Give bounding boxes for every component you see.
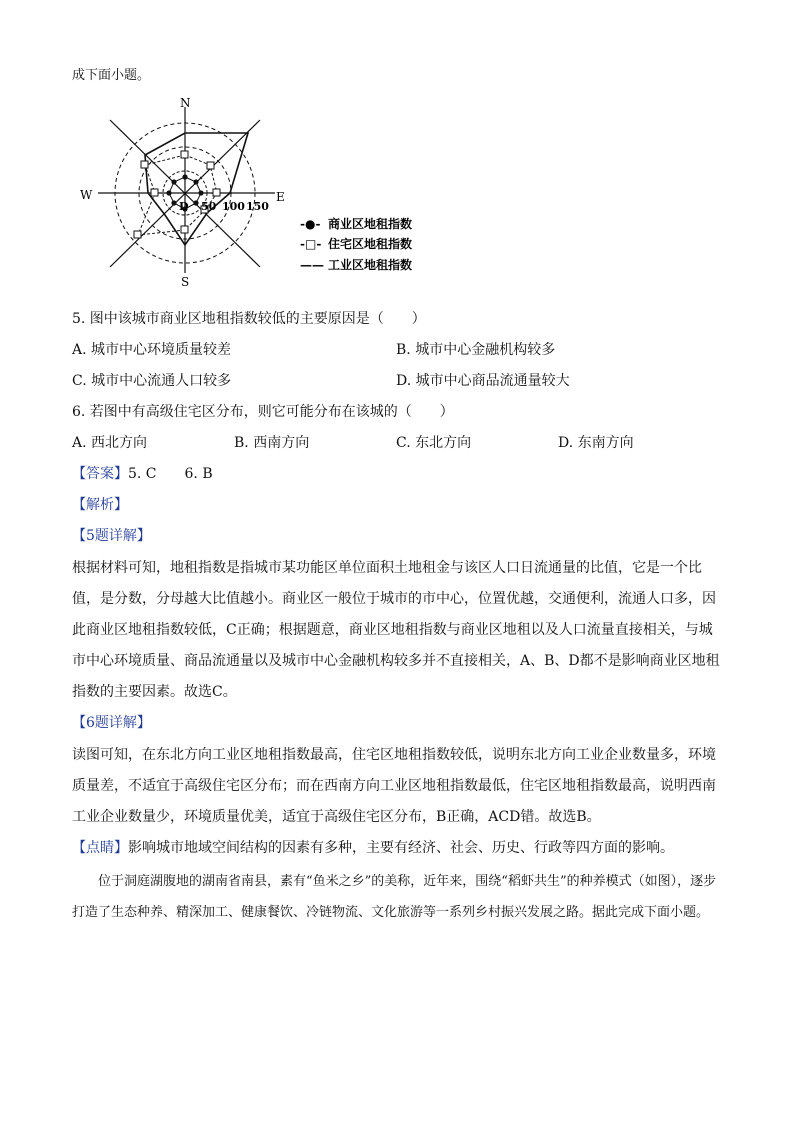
answer-text: 5. C 6. B	[128, 466, 213, 482]
res-point-s	[181, 226, 188, 233]
legend-marker-residential: -□-	[300, 237, 322, 251]
res-point-w	[151, 189, 158, 196]
q5-option-b: B. 城市中心金融机构较多	[396, 342, 556, 358]
q5-stem: 5. 图中该城市商业区地租指数较低的主要原因是（ ）	[72, 311, 426, 327]
q5-option-c: C. 城市中心流通人口较多	[72, 373, 232, 389]
next-intro: 位于洞庭湖腹地的湖南省南县，素有“鱼米之乡”的美称，近年来，围绕“稻虾共生”的种养模式（如图），逐步打造了生态种养、精深加工、健康餐饮、冷链物流、文化旅游等一系列乡村振兴发展之路。据此完成下面小题。	[72, 874, 717, 920]
label-north: N	[180, 96, 191, 110]
d5-tag: 【5题详解】	[72, 528, 151, 544]
com-point-nw	[171, 179, 176, 184]
label-east: E	[276, 190, 285, 204]
label-west: W	[80, 188, 93, 202]
legend-marker-industrial: ——	[300, 258, 324, 272]
res-point-e	[213, 189, 220, 196]
answer-tag: 【答案】	[72, 466, 128, 482]
legend-label-industrial: 工业区地租指数	[328, 258, 413, 272]
point-text: 影响城市地域空间结构的因素有多种，主要有经济、社会、历史、行政等四方面的影响。	[128, 840, 674, 856]
com-point-w	[166, 190, 171, 195]
ring-label-150: 150	[246, 200, 269, 213]
com-point-ne	[193, 179, 198, 184]
ring-label-100: 100	[222, 200, 245, 213]
com-point-n	[182, 174, 187, 179]
legend	[300, 216, 412, 272]
res-point-nw	[141, 161, 148, 168]
label-south: S	[181, 275, 190, 289]
answer-line	[72, 463, 213, 483]
q5-option-d: D. 城市中心商品流通量较大	[396, 373, 570, 389]
com-point-sw	[171, 200, 176, 205]
q5-option-a: A. 城市中心环境质量较差	[72, 342, 232, 358]
legend-label-residential: 住宅区地租指数	[328, 237, 413, 251]
res-point-sw	[134, 231, 141, 238]
com-point-e	[198, 190, 203, 195]
legend-marker-commercial: -●-	[300, 217, 321, 231]
q6-option-c: C. 东北方向	[396, 435, 472, 451]
q6-stem: 6. 若图中有高级住宅区分布，则它可能分布在该城的（ ）	[72, 404, 454, 420]
d6-text: 读图可知，在东北方向工业区地租指数最高，住宅区地租指数较低，说明东北方向工业企业数量多，环境质量差，不适宜于高级住宅区分布；而在西南方向工业区地租指数最低，住宅区地租指数最高，说明西南工业企业数量少，环境质量优美，适宜于高级住宅区分布，B正确，ACD错。故选B。	[72, 747, 716, 825]
q6-option-a: A. 西北方向	[72, 435, 148, 451]
industrial-polygon	[145, 133, 248, 245]
analysis-tag: 【解析】	[72, 497, 128, 513]
label-center: D	[179, 200, 189, 213]
res-point-ne	[207, 162, 214, 169]
rent-index-rose-diagram	[70, 95, 440, 290]
d5-text: 根据材料可知，地租指数是指城市某功能区单位面积土地租金与该区人口日流通量的比值，它是一个比值，是分数，分母越大比值越小。商业区一般位于城市的市中心，位置优越，交通便利，流通人口多，因此商业区地租指数较低，C正确；根据题意，商业区地租指数与商业区地租以及人口流量直接相关，与城市中心环境质量、商品流通量以及城市中心金融机构较多并不直接相关，A、B、D都不是影响商业区地租指数的主要因素。故选C。	[72, 560, 720, 700]
point-tag: 【点睛】	[72, 840, 128, 856]
q6-option-b: B. 西南方向	[234, 435, 310, 451]
ring-label-50: 50	[201, 200, 217, 213]
res-point-n	[181, 151, 188, 158]
q6-option-d: D. 东南方向	[558, 435, 634, 451]
com-point-se	[193, 200, 198, 205]
point-line	[72, 837, 674, 857]
legend-label-commercial: 商业区地租指数	[328, 217, 413, 231]
intro-tail: 成下面小题。	[72, 68, 151, 83]
d6-tag: 【6题详解】	[72, 715, 151, 731]
